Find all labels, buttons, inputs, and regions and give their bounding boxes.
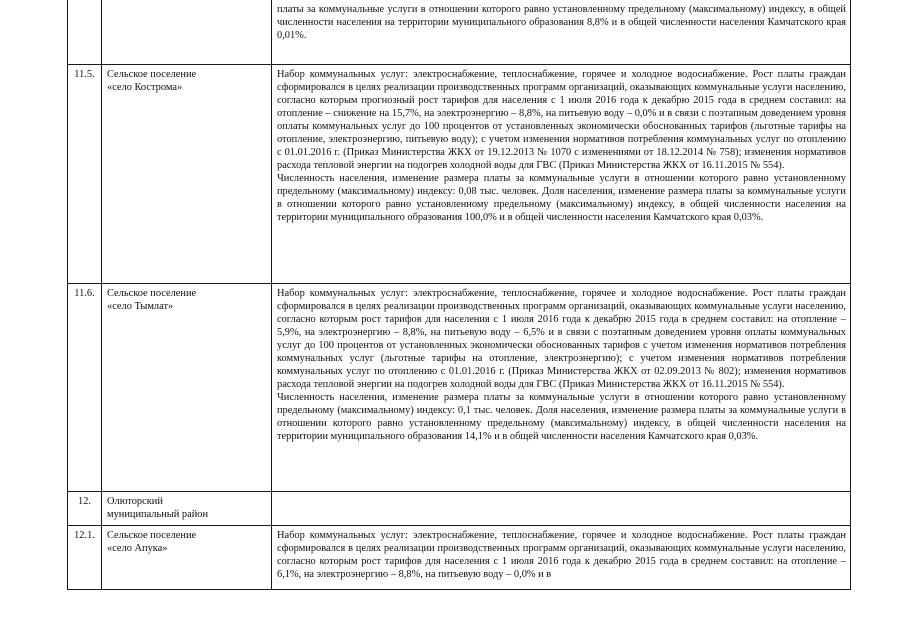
row-number (68, 0, 102, 64)
settlement-name-line: «село Тымлат» (107, 300, 174, 312)
row-number: 11.6. (68, 283, 102, 491)
district-name (102, 491, 272, 525)
row-description (272, 525, 851, 589)
row-number: 12. (68, 491, 102, 525)
settlement-name-line: «село Кострома» (107, 81, 183, 93)
row-number: 12.1. (68, 525, 102, 589)
settlement-name (102, 64, 272, 283)
description-paragraph: Набор коммунальных услуг: электроснабжение, теплоснабжение, горячее и холодное водоснабжение. Рост платы граждан сформировался в целях реализации производственных программ организаций, оказывающих коммунальные услуги населению, согласно которым рост тарифов для населения с 1 июля 2016 года к декабрю 2015 года в среднем составил: на отопление – 6,1%, на электроэнергию – 8,8%, на питьевую воду – 0,0% и в (277, 529, 846, 580)
table-row (68, 491, 851, 525)
row-description (272, 0, 851, 64)
settlement-name (102, 0, 272, 64)
table-row (68, 525, 851, 589)
description-paragraph: Численность населения, изменение размера платы за коммунальные услуги в отношении которого равно установленному предельному (максимальному) индексу: 0,08 тыс. человек. Доля населения, изменение размера платы за коммунальные услуги в отношении которого равно установленному предельному (максимальному) индексу, в общей численности населения на территории муниципального образования 100,0% и в общей численности населения Камчатского края 0,03%. (277, 172, 846, 223)
table-row (68, 283, 851, 491)
table-row (68, 0, 851, 64)
row-description (272, 283, 851, 491)
district-name-line: муниципальный район (107, 508, 209, 520)
row-number: 11.5. (68, 64, 102, 283)
settlements-table (67, 0, 851, 590)
description-paragraph: Набор коммунальных услуг: электроснабжение, теплоснабжение, горячее и холодное водоснабжение. Рост платы граждан сформировался в целях реализации производственных программ организаций, оказывающих коммунальные услуги населению, согласно которым прогнозный рост тарифов для населения с 1 июля 2016 года к декабрю 2015 года в среднем составил: на отопление – снижение на 15,7%, на электроэнергию – 8,8%, на питьевую воду – 0,0% и в связи с поэтапным доведением уровня оплаты коммунальных услуг до 100 процентов от установленных экономически обоснованных тарифов (льготные тарифы на отопление, электроэнергию, питьевую воду); с учетом изменения нормативов потребления коммунальных услуг по отоплению с 01.01.2016 г. (Приказ Министерства ЖКХ от 19.12.2013 № 1070 с изменениями от 18.12.2014 № 758); изменения нормативов расхода тепловой энергии на подогрев холодной воды для ГВС (Приказ Министерства ЖКХ от 16.11.2015 № 554). (277, 68, 846, 171)
row-description (272, 491, 851, 525)
settlement-name-line: «село Апука» (107, 542, 168, 554)
row-description (272, 64, 851, 283)
table-row (68, 64, 851, 283)
settlement-name (102, 283, 272, 491)
description-paragraph: Набор коммунальных услуг: электроснабжение, теплоснабжение, горячее и холодное водоснабжение. Рост платы граждан сформировался в целях реализации производственных программ организаций, оказывающих коммунальные услуги населению, согласно которым рост тарифов для населения с 1 июля 2016 года к декабрю 2015 года в среднем составил: на отопление – 5,9%, на электроэнергию – 8,8%, на питьевую воду – 6,5% и в связи с поэтапным доведением уровня оплаты коммунальных услуг до 100 процентов от установленных экономически обоснованных тарифов с учетом изменения нормативов потребления коммунальных услуг (льготные тарифы на отопление, электроэнергию); с учетом изменения нормативов потребления коммунальных услуг по отоплению с 01.01.2016 г. (Приказ Министерства ЖКХ от 02.09.2013 № 802); изменения нормативов расхода тепловой энергии на подогрев холодной воды для ГВС (Приказ Министерства ЖКХ от 16.11.2015 № 554). (277, 287, 846, 390)
description-paragraph: платы за коммунальные услуги в отношении которого равно установленному предельному (максимальному) индексу, в общей численности населения на территории муниципального образования 8,8% и в общей численности населения Камчатского края 0,01%. (277, 4, 846, 41)
settlement-name-line: Сельское поселение (107, 68, 197, 80)
settlement-name (102, 525, 272, 589)
settlement-name-line: Сельское поселение (107, 529, 197, 541)
description-paragraph: Численность населения, изменение размера платы за коммунальные услуги в отношении которого равно установленному предельному (максимальному) индексу: 0,1 тыс. человек. Доля населения, изменение размера платы за коммунальные услуги в отношении которого равно установленному предельному (максимальному) индексу, в общей численности населения на территории муниципального образования 14,1% и в общей численности населения Камчатского края 0,03%. (277, 391, 846, 442)
settlement-name-line: Сельское поселение (107, 287, 197, 299)
district-name-line: Олюторский (107, 495, 163, 507)
